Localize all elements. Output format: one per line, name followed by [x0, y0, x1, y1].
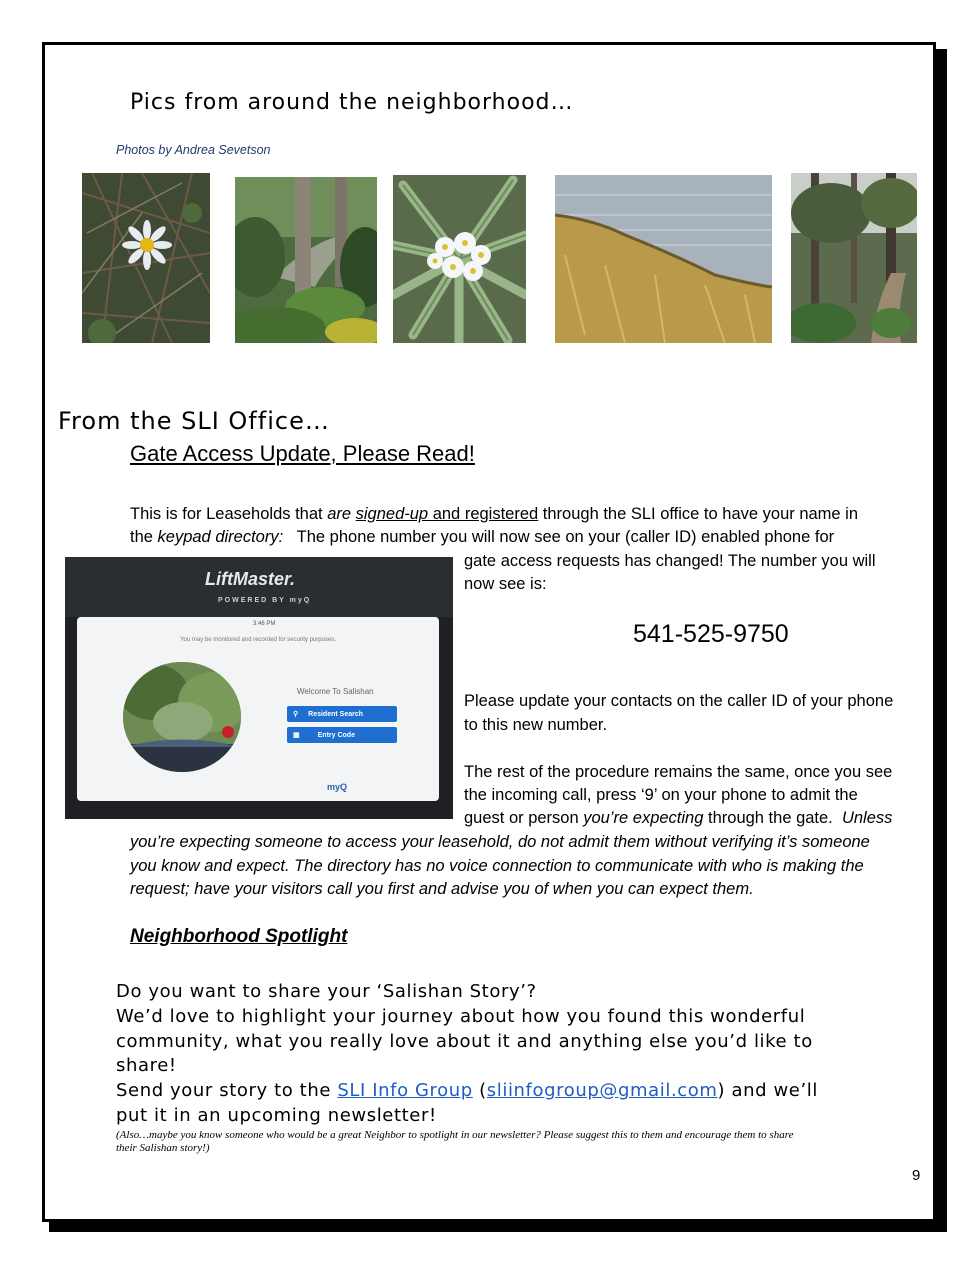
keypad-welcome: Welcome To Salishan — [297, 687, 374, 696]
resident-search-button[interactable] — [287, 706, 397, 722]
gate-text-line-12: request; have your visitors call you first and advise you of when you can expect them. — [130, 880, 754, 898]
gate-text-line-1: This is for Leaseholds that are signed-up and registered through the SLI office to have your name in — [130, 505, 859, 523]
sli-info-group-link[interactable]: SLI Info Group — [337, 1080, 473, 1102]
spotlight-note — [116, 1129, 793, 1155]
lake-shore-photo — [555, 175, 772, 343]
gate-text-line-2: the keypad directory: The phone number you will now see on your (caller ID) enabled phone for — [130, 528, 835, 546]
keypad-screen — [77, 617, 439, 801]
woodland-trail-photo — [791, 173, 917, 343]
entry-code-button[interactable] — [287, 727, 397, 743]
daisy-photo — [82, 173, 210, 343]
keypad-time: 3:46 PM — [253, 621, 276, 627]
gate-text-line-9: guest or person you’re expecting through the gate. Unless — [464, 809, 893, 827]
photo-credit: Photos by Andrea Sevetson — [116, 143, 271, 157]
page-number: 9 — [912, 1167, 921, 1184]
gate-text-line-5: Please update your contacts on the caller ID of your phone — [464, 692, 894, 710]
white-flowers-photo — [393, 175, 526, 343]
neighborhood-pics-heading: Pics from around the neighborhood… — [130, 90, 574, 115]
keypad-photo — [65, 557, 453, 819]
powered-by-myq: POWERED BY myQ — [218, 597, 312, 604]
sli-office-heading: From the SLI Office… — [58, 407, 330, 435]
gate-access-title: Gate Access Update, Please Read! — [130, 441, 475, 466]
spotlight-title: Neighborhood Spotlight — [130, 926, 348, 947]
spotlight-line-6: put it in an upcoming newsletter! — [116, 1104, 437, 1126]
keypad-icon: ▦ — [293, 732, 300, 739]
search-icon: ⚲ — [293, 711, 299, 718]
myq-footer-logo: myQ — [327, 782, 348, 792]
gate-text-line-7: The rest of the procedure remains the same, once you see — [464, 763, 893, 781]
liftmaster-logo: LiftMaster. — [205, 569, 296, 589]
spotlight-body — [116, 980, 818, 1129]
gate-text-line-6: to this new number. — [464, 716, 608, 734]
spotlight-line-4: share! — [116, 1055, 177, 1077]
forest-path-photo — [235, 177, 377, 343]
spotlight-note-line-2: their Salishan story!) — [116, 1142, 210, 1154]
entrance-camera-view — [123, 662, 241, 772]
email-link[interactable]: sliinfogroup@gmail.com — [486, 1080, 718, 1102]
gate-text-line-8: the incoming call, press ‘9’ on your phone to admit the — [464, 786, 858, 804]
gate-text-line-4: now see is: — [464, 575, 547, 593]
entry-code-label: Entry Code — [317, 731, 355, 739]
keypad-notice: You may be monitored and recorded for security purposes. — [180, 637, 336, 643]
gate-phone-number: 541-525-9750 — [633, 620, 789, 648]
spotlight-line-1: Do you want to share your ‘Salishan Story’? — [116, 981, 537, 1002]
spotlight-line-3: community, what you really love about it and anything else you’d like to — [116, 1030, 813, 1052]
resident-search-label: Resident Search — [308, 710, 363, 718]
gate-text-line-11: you know and expect. The directory has no voice connection to communicate with who is making the — [130, 857, 864, 875]
spotlight-line-5: Send your story to the SLI Info Group (sliinfogroup@gmail.com) and we’ll — [116, 1080, 818, 1102]
spotlight-line-2: We’d love to highlight your journey about how you found this wonderful — [116, 1005, 806, 1027]
gate-text-line-3: gate access requests has changed! The number you will — [464, 552, 876, 570]
spotlight-note-line-1: (Also…maybe you know someone who would be a great Neighbor to spotlight in our newsletter? Please suggest this to them and encourage them to share — [116, 1129, 794, 1141]
gate-text-line-10: you’re expecting someone to access your leasehold, do not admit them without verifying it’s someone — [130, 833, 870, 851]
